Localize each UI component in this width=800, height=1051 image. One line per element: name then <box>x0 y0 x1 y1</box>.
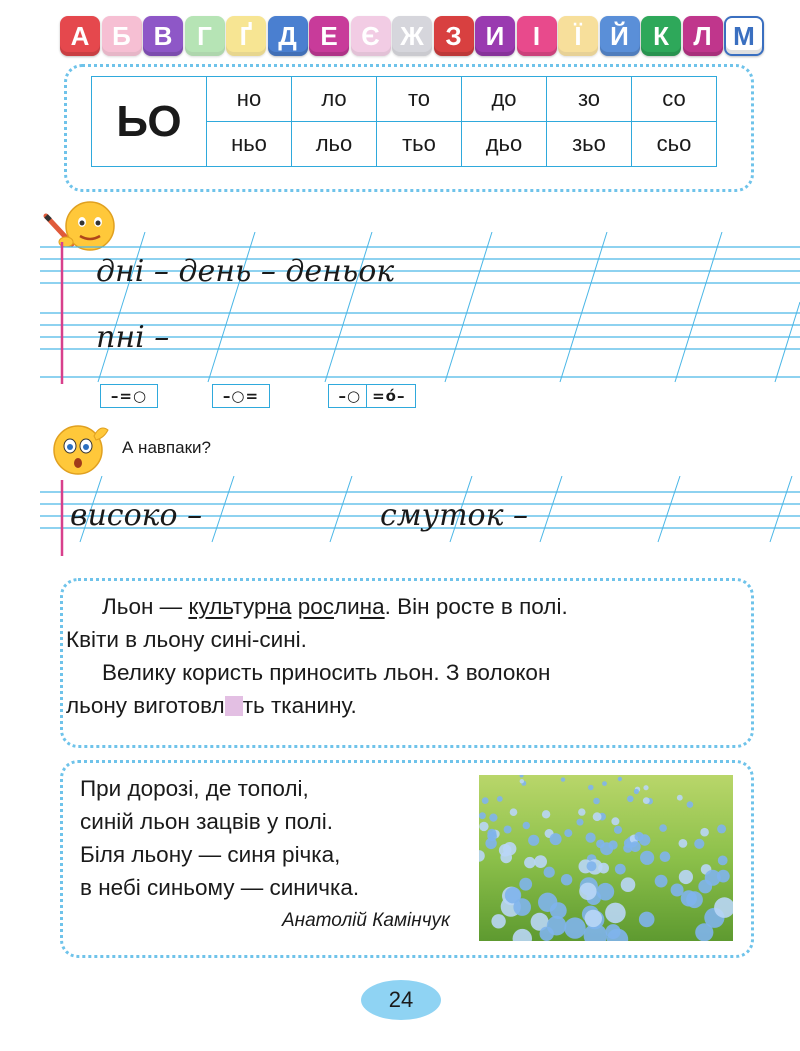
copybook-line-1: дні – день – деньок <box>96 254 395 289</box>
syllable-cell: тьо <box>377 122 462 167</box>
thinking-smiley-icon <box>48 418 118 478</box>
syllable-cell: до <box>462 77 547 122</box>
flax-field-image <box>479 775 733 941</box>
alphabet-tile: В <box>143 16 183 56</box>
alphabet-tile: Е <box>309 16 349 56</box>
syllable-table <box>91 76 717 167</box>
poem-line: При дорозі, де тополі, <box>80 776 309 801</box>
alphabet-tile: А <box>60 16 100 56</box>
alphabet-tile: Ї <box>558 16 598 56</box>
syllable-cell: то <box>377 77 462 122</box>
syllable-cell: зьо <box>547 122 632 167</box>
alphabet-tile: М <box>724 16 764 56</box>
alphabet-strip <box>60 16 760 60</box>
poem-line: синій льон зацвів у полі. <box>80 809 334 834</box>
poem-line: Біля льону — синя річка, <box>80 842 341 867</box>
alphabet-tile: К <box>641 16 681 56</box>
missing-letter-box <box>225 696 243 716</box>
syllable-cell: льо <box>292 122 377 167</box>
alphabet-tile: Б <box>102 16 142 56</box>
alphabet-tile: Ґ <box>226 16 266 56</box>
syllable-cell: ньо <box>207 122 292 167</box>
syllable-cell: сьо <box>632 122 717 167</box>
poem-line: в небі синьому — синичка. <box>80 875 360 900</box>
alphabet-tile: И <box>475 16 515 56</box>
syllable-cell: дьо <box>462 122 547 167</box>
alphabet-tile: Л <box>683 16 723 56</box>
page-number: 24 <box>361 980 441 1020</box>
alphabet-tile: Г <box>185 16 225 56</box>
question-text: А навпаки? <box>122 438 211 457</box>
word-scheme-2: –○= <box>212 384 270 408</box>
syllable-cell: со <box>632 77 717 122</box>
copybook-line-2: пні – <box>96 320 170 355</box>
poem-author: Анатолій Камінчук <box>281 910 450 931</box>
syllable-cell: зо <box>547 77 632 122</box>
copybook-word-left: високо – <box>70 498 203 533</box>
word-scheme-3: –○ =ó– <box>328 384 416 408</box>
syllable-main: ЬО <box>92 77 207 167</box>
word-scheme-1: –=○ <box>100 384 158 408</box>
reading-line: Льон — культурна рослина. Він росте в полі. <box>102 594 568 619</box>
syllable-cell: но <box>207 77 292 122</box>
alphabet-tile: Ж <box>392 16 432 56</box>
reading-line: Велику користь приносить льон. З волокон <box>102 660 551 685</box>
alphabet-tile: Д <box>268 16 308 56</box>
syllable-cell: ло <box>292 77 377 122</box>
reading-line: Квіти в льону сині-сині. <box>66 627 307 652</box>
alphabet-tile: З <box>434 16 474 56</box>
alphabet-tile: І <box>517 16 557 56</box>
reading-line: льону виготовл ть тканину. <box>66 693 357 718</box>
poem-text <box>80 772 460 937</box>
alphabet-tile: Є <box>351 16 391 56</box>
alphabet-tile: Й <box>600 16 640 56</box>
reading-text <box>66 590 750 722</box>
copybook-word-right: смуток – <box>380 498 529 533</box>
